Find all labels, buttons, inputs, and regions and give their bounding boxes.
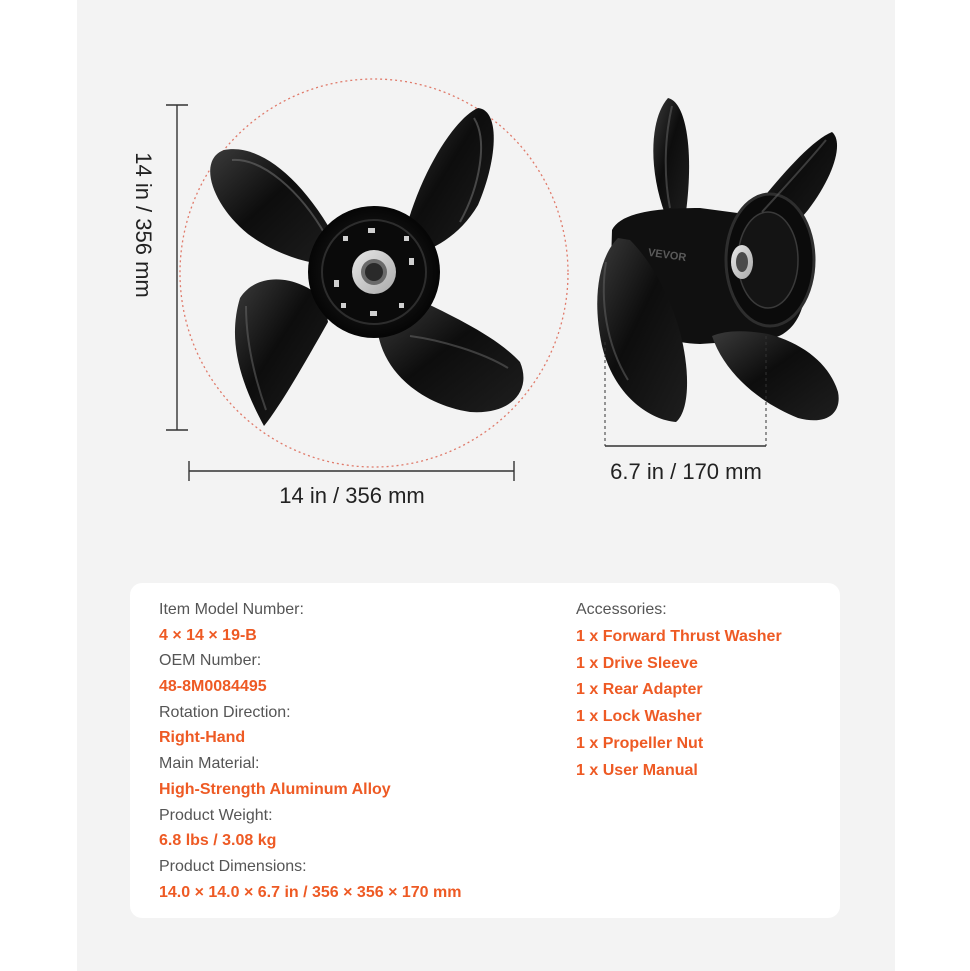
- spec-value: 14.0 × 14.0 × 6.7 in / 356 × 356 × 170 mm: [159, 883, 462, 901]
- height-dimension-line: [166, 105, 188, 430]
- brand-marking: VEVOR: [647, 246, 687, 265]
- accessory-item: 1 x Propeller Nut: [576, 734, 704, 752]
- accessories-title: Accessories:: [576, 601, 667, 618]
- height-dimension-label: 14 in / 356 mm: [131, 152, 156, 298]
- accessories-list: [576, 597, 782, 785]
- accessory-item: 1 x Rear Adapter: [576, 681, 703, 699]
- spec-label: OEM Number:: [159, 652, 262, 670]
- spec-list: [159, 597, 461, 905]
- propeller-blade: [712, 331, 839, 420]
- width-dimension-line: [189, 461, 514, 481]
- accessory-item: 1 x User Manual: [576, 761, 698, 779]
- propeller-side-view: [597, 98, 838, 422]
- depth-dimension-label: 6.7 in / 170 mm: [610, 459, 762, 484]
- spec-label: Main Material:: [159, 755, 260, 773]
- spec-label: Product Dimensions:: [159, 857, 307, 875]
- spec-value: 4 × 14 × 19-B: [159, 626, 257, 644]
- spec-value: 6.8 lbs / 3.08 kg: [159, 832, 277, 850]
- accessory-item: 1 x Lock Washer: [576, 708, 702, 726]
- propeller-blade: [653, 98, 689, 214]
- spec-label: Product Weight:: [159, 806, 273, 824]
- propeller-front-view: [210, 108, 523, 426]
- accessory-item: 1 x Drive Sleeve: [576, 654, 698, 672]
- spec-label: Rotation Direction:: [159, 703, 291, 721]
- accessory-item: 1 x Forward Thrust Washer: [576, 627, 782, 645]
- width-dimension-label: 14 in / 356 mm: [279, 483, 425, 508]
- spec-card: [130, 583, 840, 918]
- spec-value: High-Strength Aluminum Alloy: [159, 780, 391, 798]
- spec-value: 48-8M0084495: [159, 678, 267, 696]
- spec-value: Right-Hand: [159, 729, 246, 747]
- spec-label: Item Model Number:: [159, 601, 304, 618]
- propeller-blade: [235, 279, 328, 426]
